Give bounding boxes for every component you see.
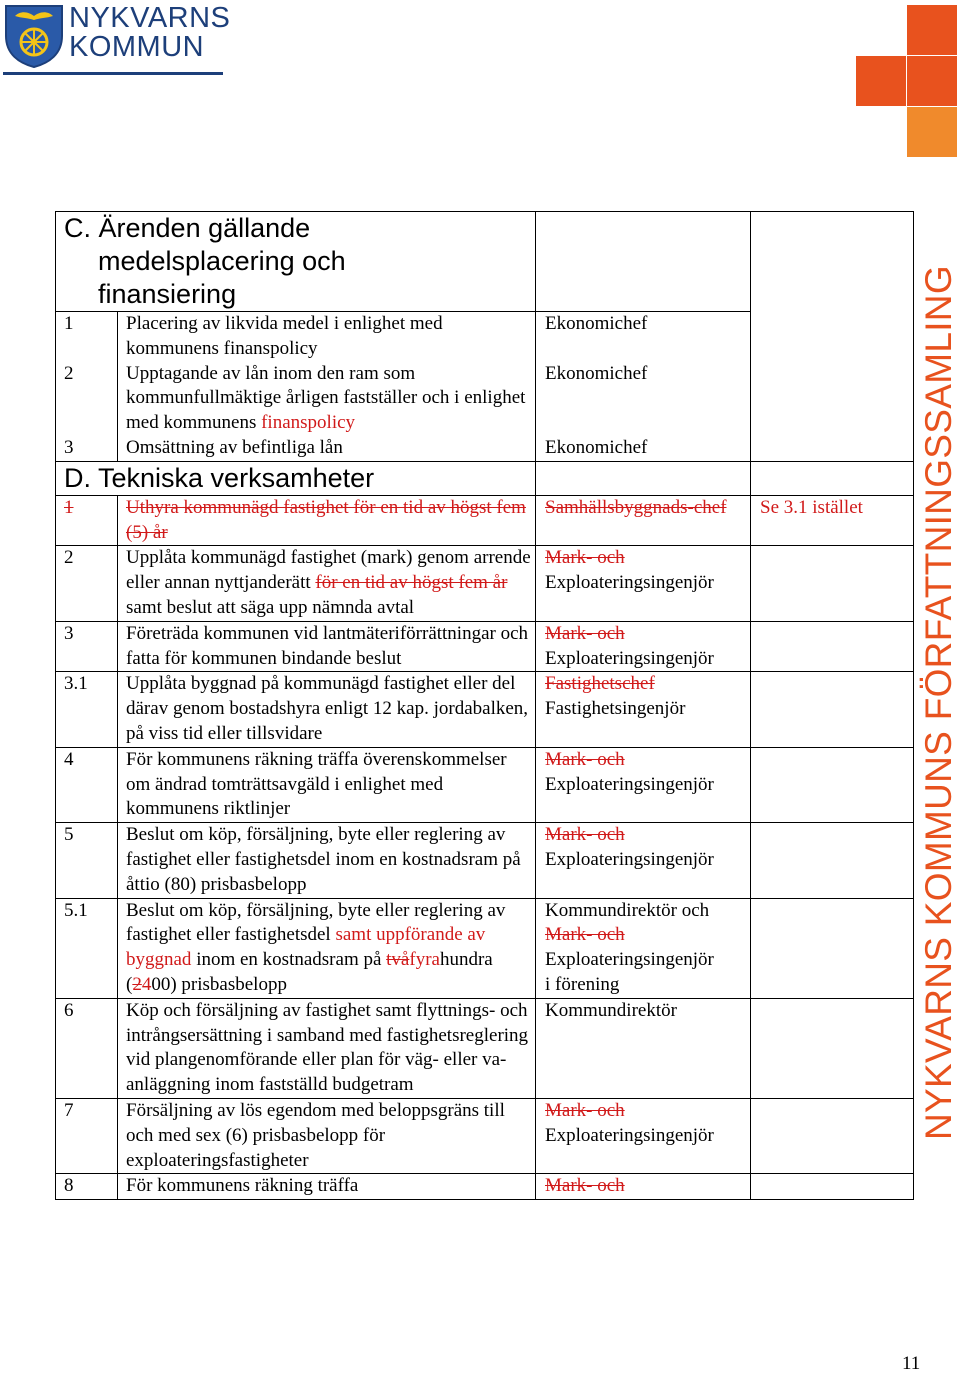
cell-empty — [536, 461, 751, 495]
table-row — [56, 747, 914, 822]
row-text: Försäljning av lös egendom med beloppsgräns till och med sex (6) prisbasbelopp för exploateringsfastigheter — [118, 1098, 536, 1173]
row-number: 7 — [56, 1098, 118, 1173]
row-text: Företräda kommunen vid lantmäteriförrättningar och fatta för kommunen bindande beslut — [118, 621, 536, 672]
row-text — [118, 546, 536, 621]
table-row — [56, 621, 914, 672]
row-delegate — [536, 747, 751, 822]
page-number: 11 — [902, 1353, 921, 1374]
row-delegate: Ekonomichef — [536, 436, 751, 461]
section-c-heading-line-2: medelsplacering och — [98, 246, 346, 276]
row-text: För kommunens räkning träffa överenskommelser om ändrad tomträttsavgäld i enlighet med kommunens riktlinjer — [118, 747, 536, 822]
coat-of-arms-icon — [3, 2, 65, 68]
row-delegate: Ekonomichef — [536, 362, 751, 436]
decor-square-middle-left — [856, 56, 906, 106]
row-number: 5 — [56, 823, 118, 898]
municipality-logo — [3, 2, 231, 78]
cell-empty — [751, 621, 914, 672]
section-d-heading: D. Tekniska verksamheter — [56, 461, 536, 495]
text-part: i förening — [545, 973, 620, 995]
cell-empty — [751, 898, 914, 998]
text-part: 00) prisbasbelopp — [151, 973, 287, 995]
text-deleted: Mark- och — [545, 1099, 625, 1121]
row-text — [118, 362, 536, 436]
decor-square-top — [907, 5, 957, 55]
row-number: 8 — [56, 1174, 118, 1200]
row-text — [118, 898, 536, 998]
row-delegate — [536, 1174, 751, 1200]
row-number: 5.1 — [56, 898, 118, 998]
row-delegate — [536, 672, 751, 747]
row-delegate — [536, 898, 751, 998]
cell-empty — [751, 1174, 914, 1200]
section-c-heading-row — [56, 212, 914, 312]
row-delegate — [536, 546, 751, 621]
cell-empty — [751, 1098, 914, 1173]
text-part: Fastighetsingenjör — [545, 698, 686, 720]
cell-empty — [751, 672, 914, 747]
cell-empty — [751, 998, 914, 1098]
text-inserted: Se 3.1 istället — [760, 496, 863, 518]
section-c-heading-line-1: C. Ärenden gällande — [64, 213, 311, 243]
text-inserted: fyra — [409, 949, 440, 971]
table-row — [56, 823, 914, 898]
row-delegate — [536, 1098, 751, 1173]
text-deleted: Samhällsbyggnads-chef — [545, 496, 727, 518]
cell-empty — [751, 747, 914, 822]
logo-line-1: NYKVARNS — [69, 2, 231, 34]
section-c-heading-line-3: finansiering — [98, 279, 237, 309]
cell-empty — [751, 823, 914, 898]
text-deleted: Uthyra kommunägd fastighet för en tid av högst fem (5) år — [126, 496, 526, 543]
row-text: Placering av likvida medel i enlighet med kommunens finanspolicy — [118, 312, 536, 362]
table-row — [56, 1098, 914, 1173]
cell-empty — [751, 461, 914, 495]
cell-empty — [751, 546, 914, 621]
text-deleted: Fastighetschef — [545, 673, 655, 695]
row-delegate — [536, 823, 751, 898]
row-number: 6 — [56, 998, 118, 1098]
decor-square-bottom — [907, 107, 957, 157]
text-part: samt beslut att säga upp nämnda avtal — [126, 596, 415, 618]
text-inserted: samt uppförande av byggnad — [126, 924, 486, 971]
section-d-heading-row — [56, 461, 914, 495]
text-deleted: för en tid av högst fem år — [315, 572, 508, 594]
text-part: Exploateringsingenjör — [545, 572, 714, 594]
text-part: Exploateringsingenjör — [545, 773, 714, 795]
decor-square-middle-right — [907, 56, 957, 106]
table-row — [56, 546, 914, 621]
row-number: 2 — [56, 546, 118, 621]
text-inserted: finanspolicy — [261, 412, 356, 434]
row-number: 4 — [56, 747, 118, 822]
text-part: Upplåta kommunägd fastighet (mark) genom arrende eller annan nyttjanderätt — [126, 547, 531, 594]
row-number: 3 — [56, 621, 118, 672]
row-number: 1 — [56, 312, 118, 362]
text-part: Exploateringsingenjör — [545, 848, 714, 870]
text-deleted: Mark- och — [545, 622, 625, 644]
table-row — [56, 998, 914, 1098]
delegation-table — [55, 211, 914, 1200]
table-row — [56, 898, 914, 998]
row-number: 3 — [56, 436, 118, 461]
logo-wordmark — [69, 4, 230, 62]
text-part: Exploateringsingenjör — [545, 1124, 714, 1146]
row-number: 3.1 — [56, 672, 118, 747]
text-part: Exploateringsingenjör — [545, 647, 714, 669]
text-part: Upptagande av lån inom den ram som kommunfullmäktige årligen fastställer och i enlighet med kommunens — [126, 362, 526, 434]
row-text: Beslut om köp, försäljning, byte eller reglering av fastighet eller fastighetsdel inom en kostnadsram på åttio (80) prisbasbelopp — [118, 823, 536, 898]
row-note — [751, 495, 914, 546]
text-part: Kommundirektör och — [545, 899, 710, 921]
text-deleted: 1 — [64, 496, 74, 518]
text-part: Exploateringsingenjör — [545, 949, 714, 971]
row-text: Köp och försäljning av fastighet samt flyttnings- och intrångsersättning i samband med fastighetsreglering vid plangenomförande eller plan för väg- eller va-anläggning inom fastställd budgetram — [118, 998, 536, 1098]
text-part: inom en kostnadsram på — [191, 949, 387, 971]
row-text — [118, 495, 536, 546]
row-delegate: Kommundirektör — [536, 998, 751, 1098]
text-part: Beslut om köp, försäljning, byte eller reglering av fastighet eller fastighetsdel — [126, 899, 506, 946]
row-number — [56, 495, 118, 546]
section-c-heading — [56, 212, 536, 312]
text-deleted: 2 — [132, 973, 142, 995]
side-title: NYKVARNS KOMMUNS FÖRFATTNINGSSAMLING — [918, 265, 959, 1140]
text-deleted: två — [386, 949, 410, 971]
table-row — [56, 672, 914, 747]
text-inserted: 4 — [141, 973, 152, 995]
table-row — [56, 1174, 914, 1200]
text-deleted: Mark- och — [545, 1175, 625, 1197]
logo-line-2: KOMMUN — [69, 31, 205, 63]
row-text: Omsättning av befintliga lån — [118, 436, 536, 461]
text-deleted: Mark- och — [545, 824, 625, 846]
logo-underline — [3, 72, 223, 75]
cell-empty — [751, 212, 914, 462]
row-delegate — [536, 621, 751, 672]
text-deleted: Mark- och — [545, 924, 625, 946]
row-delegate — [536, 495, 751, 546]
cell-empty — [536, 212, 751, 312]
row-text: Upplåta byggnad på kommunägd fastighet eller del därav genom bostadshyra enligt 12 kap. jordabalken, på viss tid eller tillsvidare — [118, 672, 536, 747]
text-part: hundra ( — [126, 949, 493, 995]
text-deleted: Mark- och — [545, 748, 625, 770]
row-number: 2 — [56, 362, 118, 436]
row-delegate: Ekonomichef — [536, 312, 751, 362]
table-row — [56, 495, 914, 546]
text-deleted: Mark- och — [545, 547, 625, 569]
row-text: För kommunens räkning träffa — [118, 1174, 536, 1200]
